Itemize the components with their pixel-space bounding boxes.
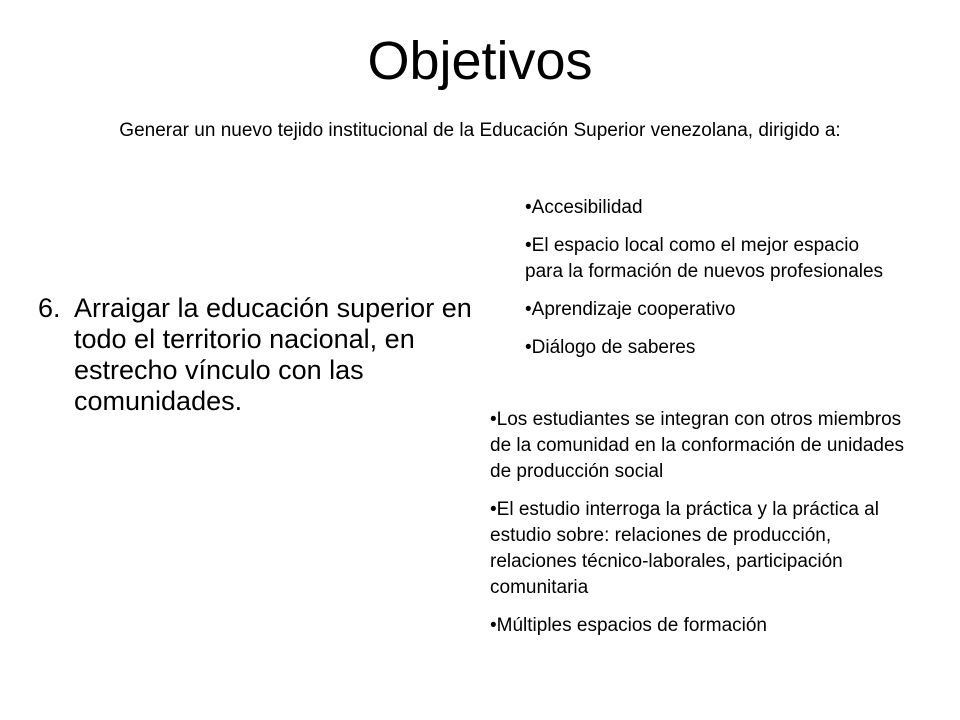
bullet-item: •El estudio interroga la práctica y la práctica al estudio sobre: relaciones de producción, relaciones técnico-laborales, participación comunitaria [490,499,879,598]
bullet-item: •Múltiples espacios de formación [490,615,768,636]
bullet-item: •Aprendizaje cooperativo [525,299,736,320]
bullet-item: •Los estudiantes se integran con otros miembros de la comunidad en la conformación de unidades de producción social [490,409,905,482]
bullet-item: •Diálogo de saberes [525,337,696,358]
slide-title: Objetivos [367,31,593,91]
slide-subtitle: Generar un nuevo tejido institucional de la Educación Superior venezolana, dirigido a: [119,120,841,141]
bullet-list-bottom [490,407,915,651]
bullet-item: •El espacio local como el mejor espacio para la formación de nuevos profesionales [525,235,884,282]
objective-text: Arraigar la educación superior en todo el territorio nacional, en estrecho vínculo con las comunidades. [74,293,472,416]
bullet-item: •Accesibilidad [525,197,643,218]
numbered-objective [38,293,518,417]
bullet-list-top [525,195,895,373]
objective-number: 6. [38,293,61,323]
